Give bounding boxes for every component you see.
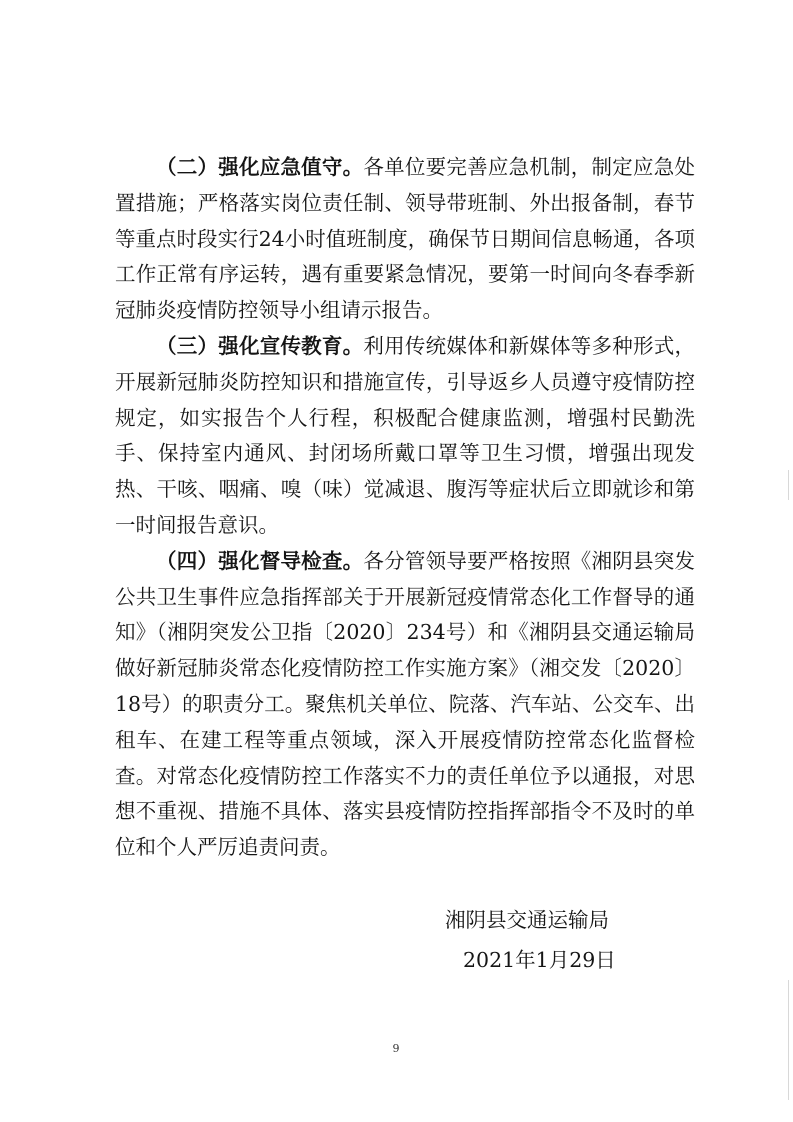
scan-edge-mark bbox=[788, 470, 789, 500]
signature-date: 2021年1月29日 bbox=[463, 948, 616, 972]
paragraph-text: 利用传统媒体和新媒体等多种形式，开展新冠肺炎防控知识和措施宣传，引导返乡人员遵守疫情防控规定，如实报告个人行程，积极配合健康监测，增强村民勤洗手、保持室内通风、封闭场所戴口罩等卫生习惯，增强出现发热、干咳、咽痛、嗅（味）觉减退、腹泻等症状后立即就诊和第一时间报告意识。 bbox=[115, 333, 696, 537]
paragraph-text: 各分管领导要严格按照《湘阴县突发公共卫生事件应急指挥部关于开展新冠疫情常态化工作督导的通知》（湘阴突发公卫指〔2020〕234号）和《湘阴县交通运输局做好新冠肺炎常态化疫情防控工作实施方案》（湘交发〔2020〕18号）的职责分工。聚焦机关单位、院落、汽车站、公交车、出租车、在建工程等重点领域，深入开展疫情防控常态化监督检查。对常态化疫情防控工作落实不力的责任单位予以通报，对思想不重视、措施不具体、落实县疫情防控指挥部指令不及时的单位和个人严厉追责问责。 bbox=[115, 548, 696, 860]
paragraph-heading: （三）强化宣传教育。 bbox=[156, 333, 364, 358]
signature-block bbox=[430, 900, 650, 980]
signature-organization: 湘阴县交通运输局 bbox=[445, 908, 609, 932]
scan-edge-mark bbox=[788, 980, 789, 1100]
paragraph-emergency-duty bbox=[115, 150, 695, 329]
paragraph-heading: （四）强化督导检查。 bbox=[156, 548, 364, 573]
paragraph-heading: （二）强化应急值守。 bbox=[156, 155, 364, 179]
paragraph-publicity-education bbox=[115, 329, 695, 544]
page-number: 9 bbox=[392, 1042, 400, 1055]
document-body bbox=[115, 150, 695, 866]
paragraph-supervision-inspection bbox=[115, 544, 695, 866]
paragraph-text: 各单位要完善应急机制，制定应急处置措施；严格落实岗位责任制、领导带班制、外出报备制，春节等重点时段实行24小时值班制度，确保节日期间信息畅通，各项工作正常有序运转，遇有重要紧急情况，要第一时间向冬春季新冠肺炎疫情防控领导小组请示报告。 bbox=[115, 155, 696, 323]
